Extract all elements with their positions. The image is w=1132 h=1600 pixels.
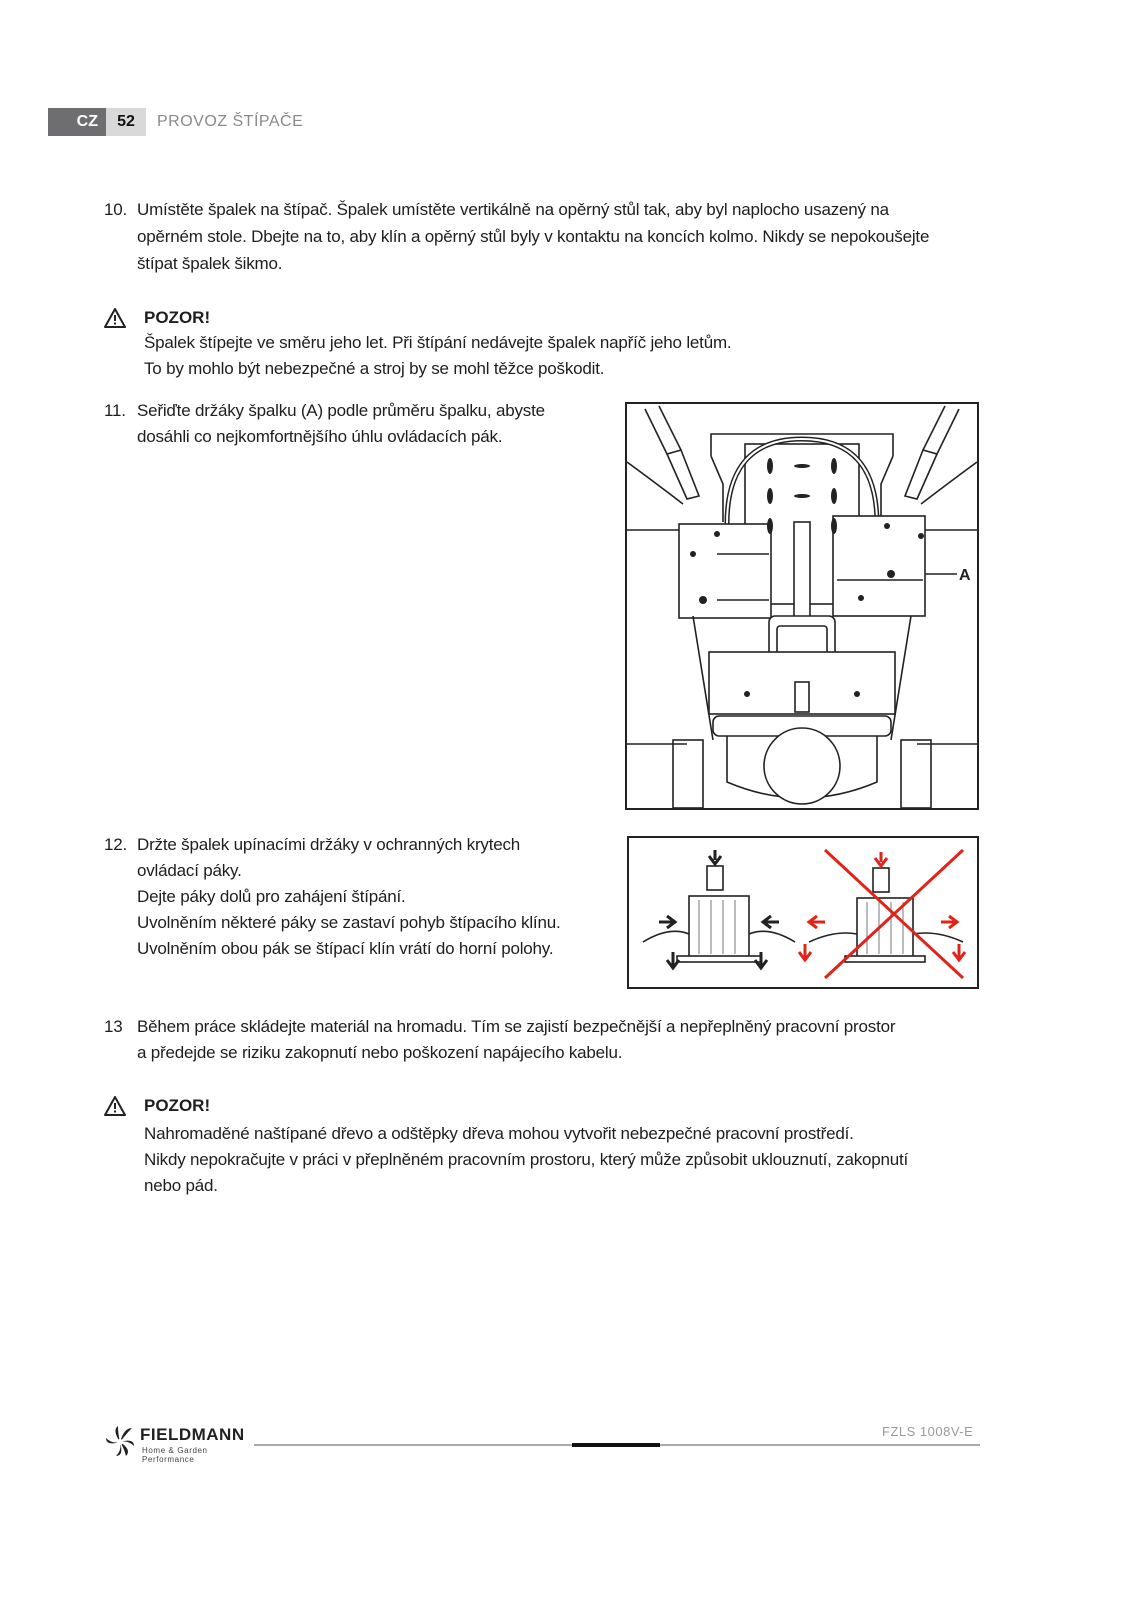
step-number: 13	[104, 1017, 123, 1036]
warning-text-line: To by mohlo být nebezpečné a stroj by se mohl těžce poškodit.	[144, 359, 605, 378]
step-text-line: dosáhli co nejkomfortnějšího úhlu ovládacích pák.	[137, 427, 503, 446]
fieldmann-logo	[102, 1424, 252, 1462]
fan-logo-icon	[102, 1424, 138, 1460]
figure-label-a: A	[959, 567, 971, 584]
step-text-line: štípat špalek šikmo.	[137, 254, 283, 273]
footer-rule-accent	[572, 1443, 660, 1447]
step-text-line: Seřiďte držáky špalku (A) podle průměru špalku, abyste	[137, 401, 545, 420]
warning-title: POZOR!	[144, 308, 211, 327]
warning-text-line: Nahromaděné naštípané dřevo a odštěpky dřeva mohou vytvořit nebezpečné pracovní prostředí.	[144, 1124, 854, 1143]
step-text-line: Uvolněním některé páky se zastaví pohyb štípacího klínu.	[137, 913, 561, 932]
correct-method-illustration	[643, 850, 795, 968]
page-number: 52	[106, 108, 146, 136]
warning-icon	[104, 1096, 126, 1116]
brand-name: FIELDMANN	[140, 1425, 245, 1444]
warning-text-line: Špalek štípejte ve směru jeho let. Při štípání nedávejte špalek napříč jeho letům.	[144, 333, 732, 352]
step-text-line: Dejte páky dolů pro zahájení štípání.	[137, 887, 406, 906]
step-text-line: ovládací páky.	[137, 861, 242, 880]
warning-icon	[104, 308, 126, 328]
brand-tagline: Home & Garden Performance	[142, 1446, 208, 1464]
warning-text-line: nebo pád.	[144, 1176, 218, 1195]
footer-rule	[660, 1444, 980, 1446]
language-badge: CZ	[48, 108, 106, 136]
step-text-line: a předejde se riziku zakopnutí nebo poškození napájecího kabelu.	[137, 1043, 623, 1062]
step-number: 10.	[104, 200, 128, 219]
warning-title: POZOR!	[144, 1096, 211, 1115]
step-text-line: Držte špalek upínacími držáky v ochranných krytech	[137, 835, 521, 854]
incorrect-method-illustration	[799, 850, 965, 978]
footer-rule	[254, 1444, 572, 1446]
warning-text-line: Nikdy nepokračujte v práci v přeplněném pracovním prostoru, který může způsobit uklouznutí, zakopnutí	[144, 1150, 909, 1169]
model-number: FZLS 1008V-E	[882, 1424, 974, 1439]
log-splitter-illustration	[627, 404, 977, 808]
log-holding-illustration	[629, 838, 977, 987]
log-splitter-top-view-figure	[625, 402, 979, 810]
step-text-line: Během práce skládejte materiál na hromadu. Tím se zajistí bezpečnější a nepřeplněný pracovní prostor	[137, 1017, 896, 1036]
step-number: 11.	[104, 401, 126, 420]
section-title: PROVOZ ŠTÍPAČE	[157, 113, 304, 130]
step-number: 12.	[104, 835, 128, 854]
step-text-line: Umístěte špalek na štípač. Špalek umístěte vertikálně na opěrný stůl tak, aby byl naplocho usazený na	[137, 200, 889, 219]
step-text-line: opěrném stole. Dbejte na to, aby klín a opěrný stůl byly v kontaktu na koncích kolmo. Nikdy se nepokoušejte	[137, 227, 930, 246]
log-holding-figure	[627, 836, 979, 989]
step-text-line: Uvolněním obou pák se štípací klín vrátí do horní polohy.	[137, 939, 554, 958]
